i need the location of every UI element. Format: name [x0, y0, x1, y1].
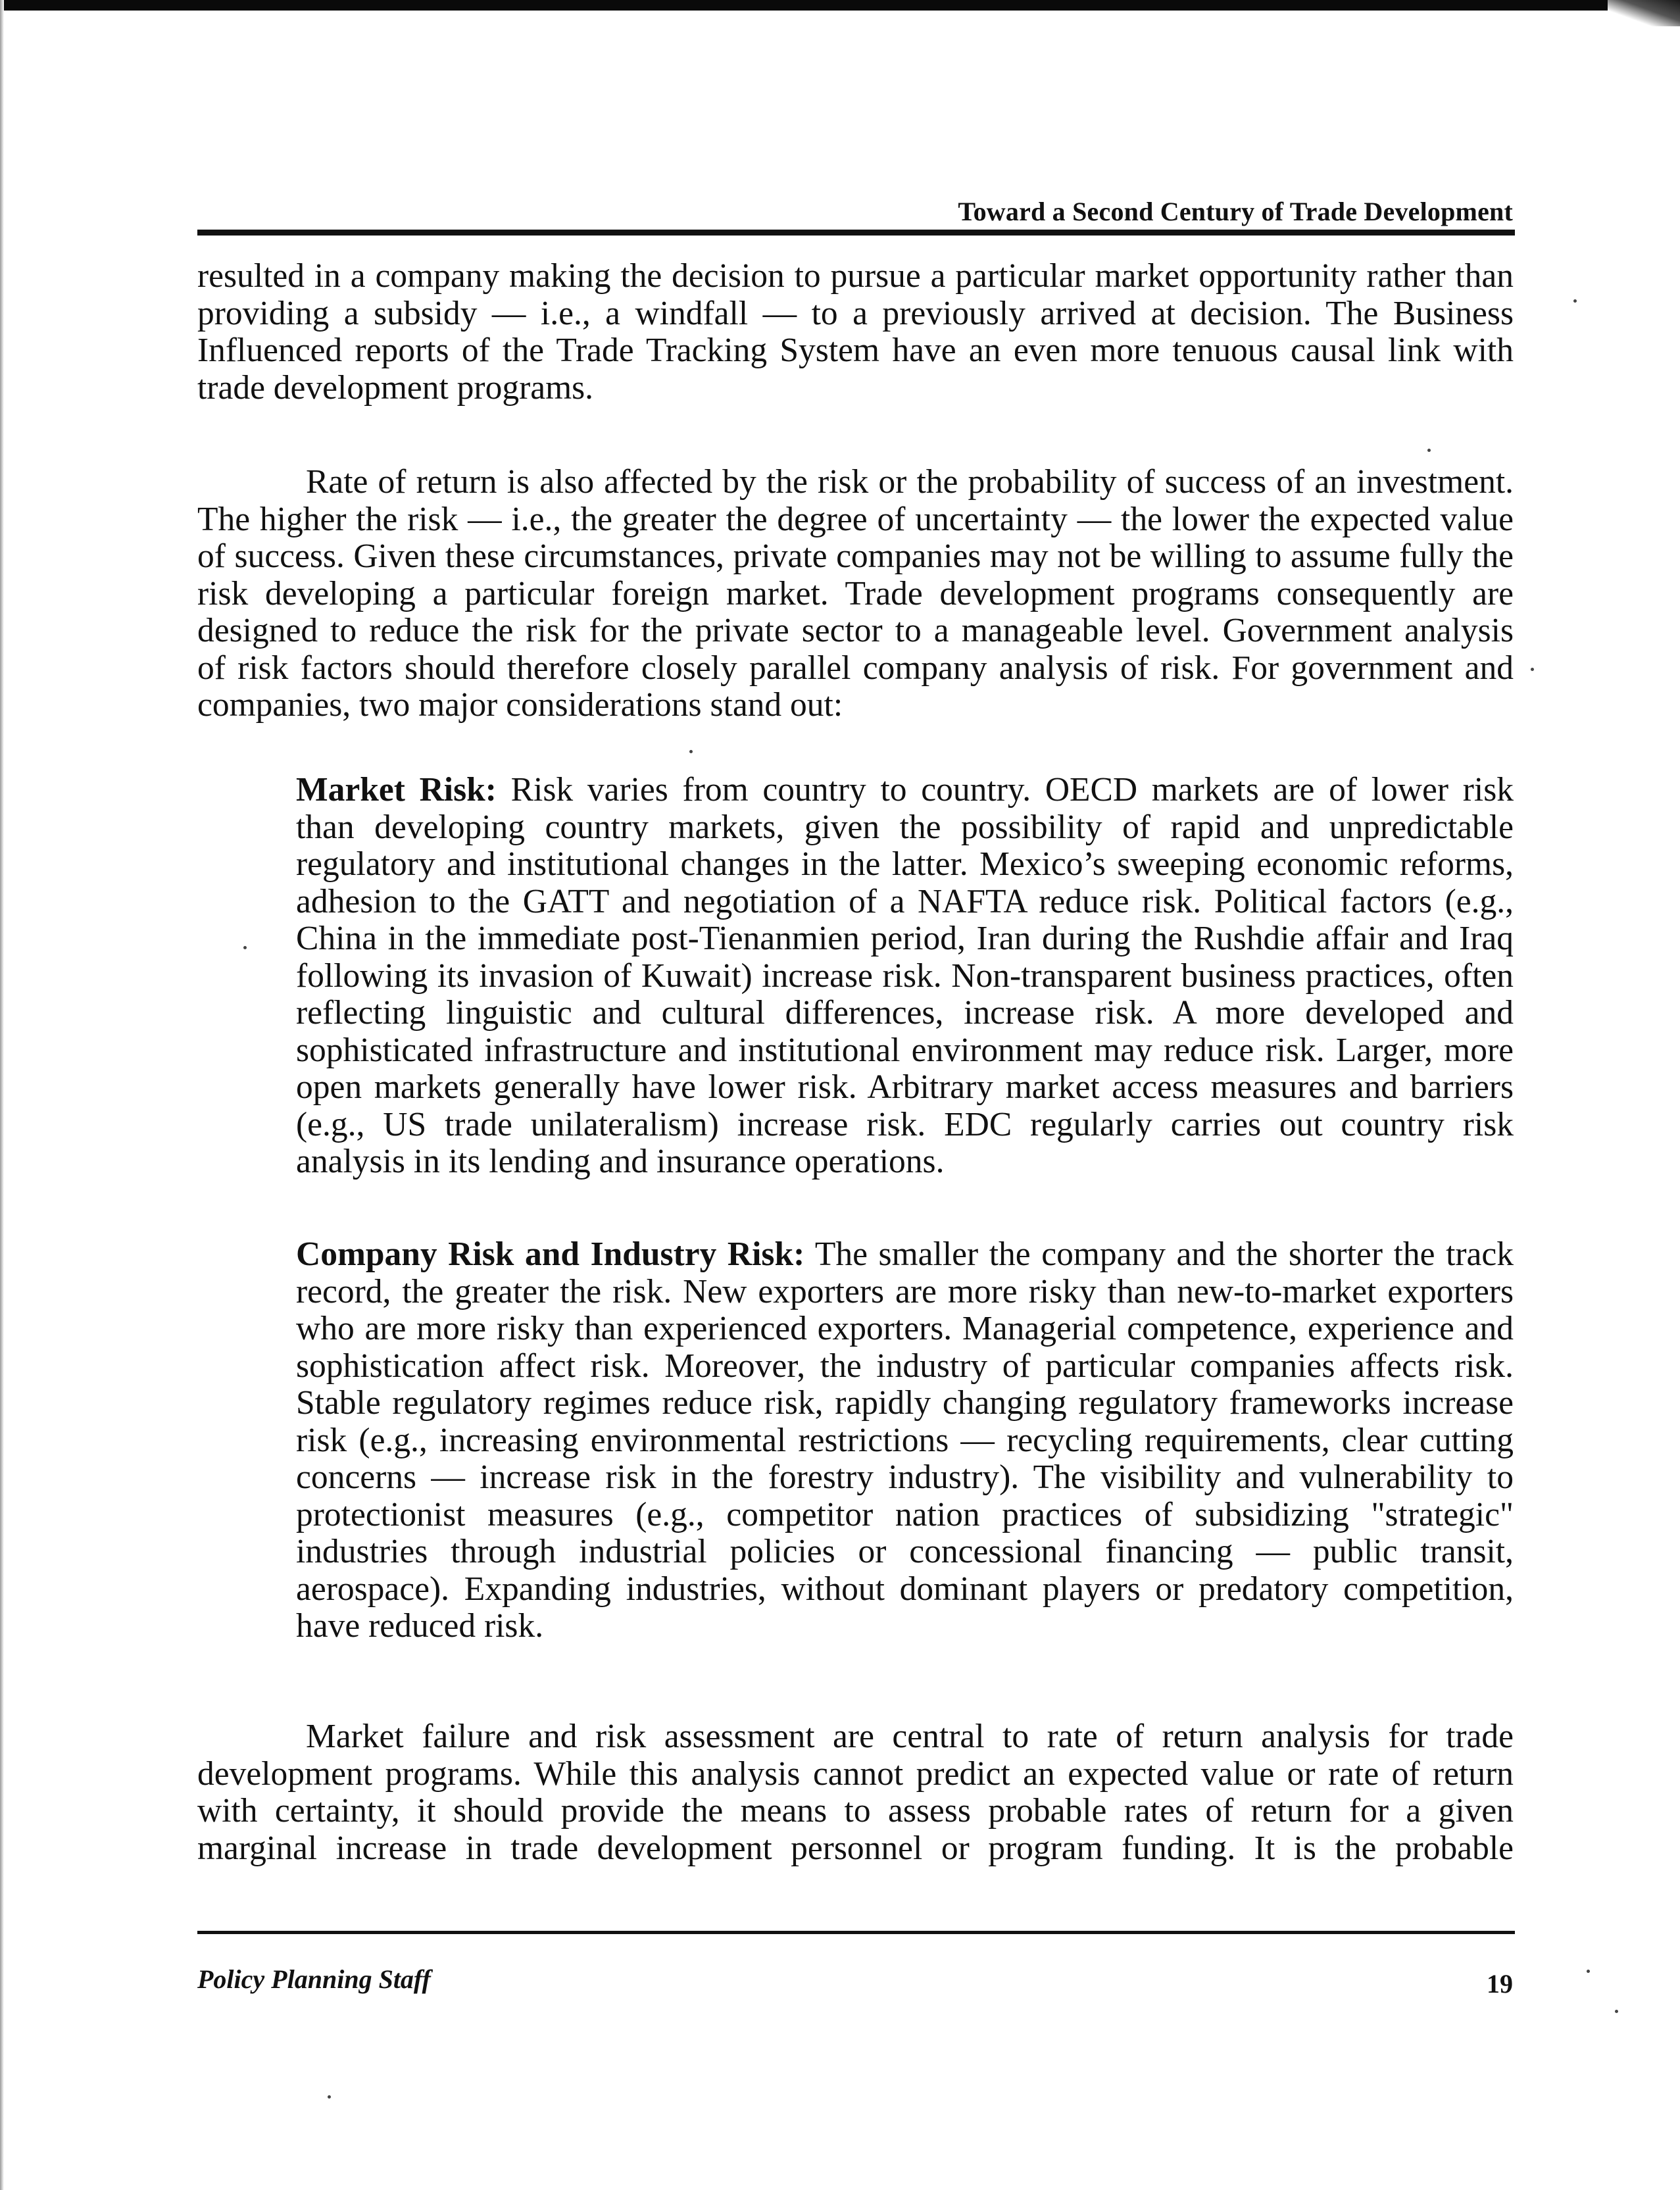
text-line: Rate of return is also affected by the risk or the probability of success of an investment.: [306, 463, 1514, 501]
text-line: who are more risky than experienced exporters. Managerial competence, experience and: [296, 1310, 1514, 1347]
paragraph-rate-of-return: [197, 464, 1514, 724]
text-line: open markets generally have lower risk. Arbitrary market access measures and barriers: [296, 1068, 1514, 1106]
text-line: of risk factors should therefore closely parallel company analysis of risk. For government and: [197, 649, 1514, 687]
text-line: Stable regulatory regimes reduce risk, rapidly changing regulatory frameworks increase: [296, 1384, 1514, 1422]
scan-speck: [243, 946, 247, 949]
text-line: following its invasion of Kuwait) increase risk. Non-transparent business practices, often: [296, 957, 1514, 995]
paragraph-continuation: [197, 258, 1514, 407]
text-line: China in the immediate post-Tienanmien period, Iran during the Rushdie affair and Iraq: [296, 920, 1514, 957]
scan-speck: [1531, 668, 1534, 671]
footer-rule: [197, 1931, 1515, 1934]
text-line: designed to reduce the risk for the private sector to a manageable level. Government analysis: [197, 612, 1514, 649]
scan-top-border: [0, 0, 1680, 11]
text-line: risk developing a particular foreign market. Trade development programs consequently are: [197, 574, 1514, 612]
company-risk-item: [296, 1236, 1514, 1645]
text-line: protectionist measures (e.g., competitor nation practices of subsidizing "strategic": [296, 1495, 1514, 1533]
text-line: concerns — increase risk in the forestry industry). The visibility and vulnerability to: [296, 1458, 1514, 1496]
text-line: regulatory and institutional changes in the latter. Mexico’s sweeping economic reforms,: [296, 845, 1514, 883]
scan-speck: [689, 750, 693, 753]
running-header: Toward a Second Century of Trade Development: [958, 197, 1513, 226]
text-line: risk (e.g., increasing environmental restrictions — recycling requirements, clear cutting: [296, 1421, 1514, 1459]
scan-speck: [328, 2095, 331, 2099]
scan-speck: [1615, 2010, 1618, 2013]
text-line: (e.g., US trade unilateralism) increase risk. EDC regularly carries out country risk: [296, 1105, 1514, 1143]
text-line: companies, two major considerations stand out:: [197, 686, 843, 724]
footer-publisher: Policy Planning Staff: [197, 1964, 431, 1994]
text-line: have reduced risk.: [296, 1607, 544, 1645]
paragraph-market-failure: [197, 1718, 1514, 1867]
page-number: 19: [1487, 1969, 1513, 1999]
text-line: industries through industrial policies or concessional financing — public transit,: [296, 1533, 1514, 1570]
text-line: adhesion to the GATT and negotiation of a NAFTA reduce risk. Political factors (e.g.,: [296, 882, 1514, 920]
header-rule: [197, 230, 1515, 236]
text-line: Influenced reports of the Trade Tracking System have an even more tenuous causal link with: [197, 332, 1514, 369]
market-risk-heading: Market Risk:: [296, 771, 497, 809]
text-line: than developing country markets, given the possibility of rapid and unpredictable: [296, 808, 1514, 846]
text-line: development programs. While this analysis cannot predict an expected value or rate of return: [197, 1754, 1514, 1793]
text-line: Market failure and risk assessment are central to rate of return analysis for trade: [306, 1718, 1514, 1755]
text-line: Market Risk: Risk varies from country to country. OECD markets are of lower risk: [296, 771, 1514, 809]
scan-speck: [1427, 449, 1431, 452]
text-line: sophisticated infrastructure and institutional environment may reduce risk. Larger, more: [296, 1031, 1514, 1069]
text-line: marginal increase in trade development personnel or program funding. It is the probable: [197, 1829, 1514, 1867]
text-line: providing a subsidy — i.e., a windfall — to a previously arrived at decision. The Business: [197, 294, 1514, 332]
text-line: The higher the risk — i.e., the greater the degree of uncertainty — the lower the expected value: [197, 500, 1514, 538]
text-line: analysis in its lending and insurance operations.: [296, 1143, 945, 1180]
text-line: trade development programs.: [197, 368, 594, 407]
market-risk-item: [296, 772, 1514, 1181]
text-line: of success. Given these circumstances, private companies may not be willing to assume fully the: [197, 537, 1514, 575]
company-risk-heading: Company Risk and Industry Risk:: [296, 1235, 805, 1273]
text-line: reflecting linguistic and cultural differences, increase risk. A more developed and: [296, 994, 1514, 1032]
text-line: Company Risk and Industry Risk: The smaller the company and the shorter the track: [296, 1235, 1514, 1273]
scan-speck: [1573, 299, 1577, 303]
text-line: with certainty, it should provide the means to assess probable rates of return for a given: [197, 1792, 1514, 1829]
text-line: sophistication affect risk. Moreover, the industry of particular companies affects risk.: [296, 1347, 1514, 1385]
scan-corner-shadow: [1608, 0, 1680, 26]
scan-speck: [1587, 1970, 1590, 1973]
scan-left-edge: [0, 0, 4, 2190]
text-line: resulted in a company making the decision to pursue a particular market opportunity rather than: [197, 257, 1514, 295]
text-line: aerospace). Expanding industries, without dominant players or predatory competition,: [296, 1570, 1514, 1608]
text-line: record, the greater the risk. New exporters are more risky than new-to-market exporters: [296, 1272, 1514, 1310]
